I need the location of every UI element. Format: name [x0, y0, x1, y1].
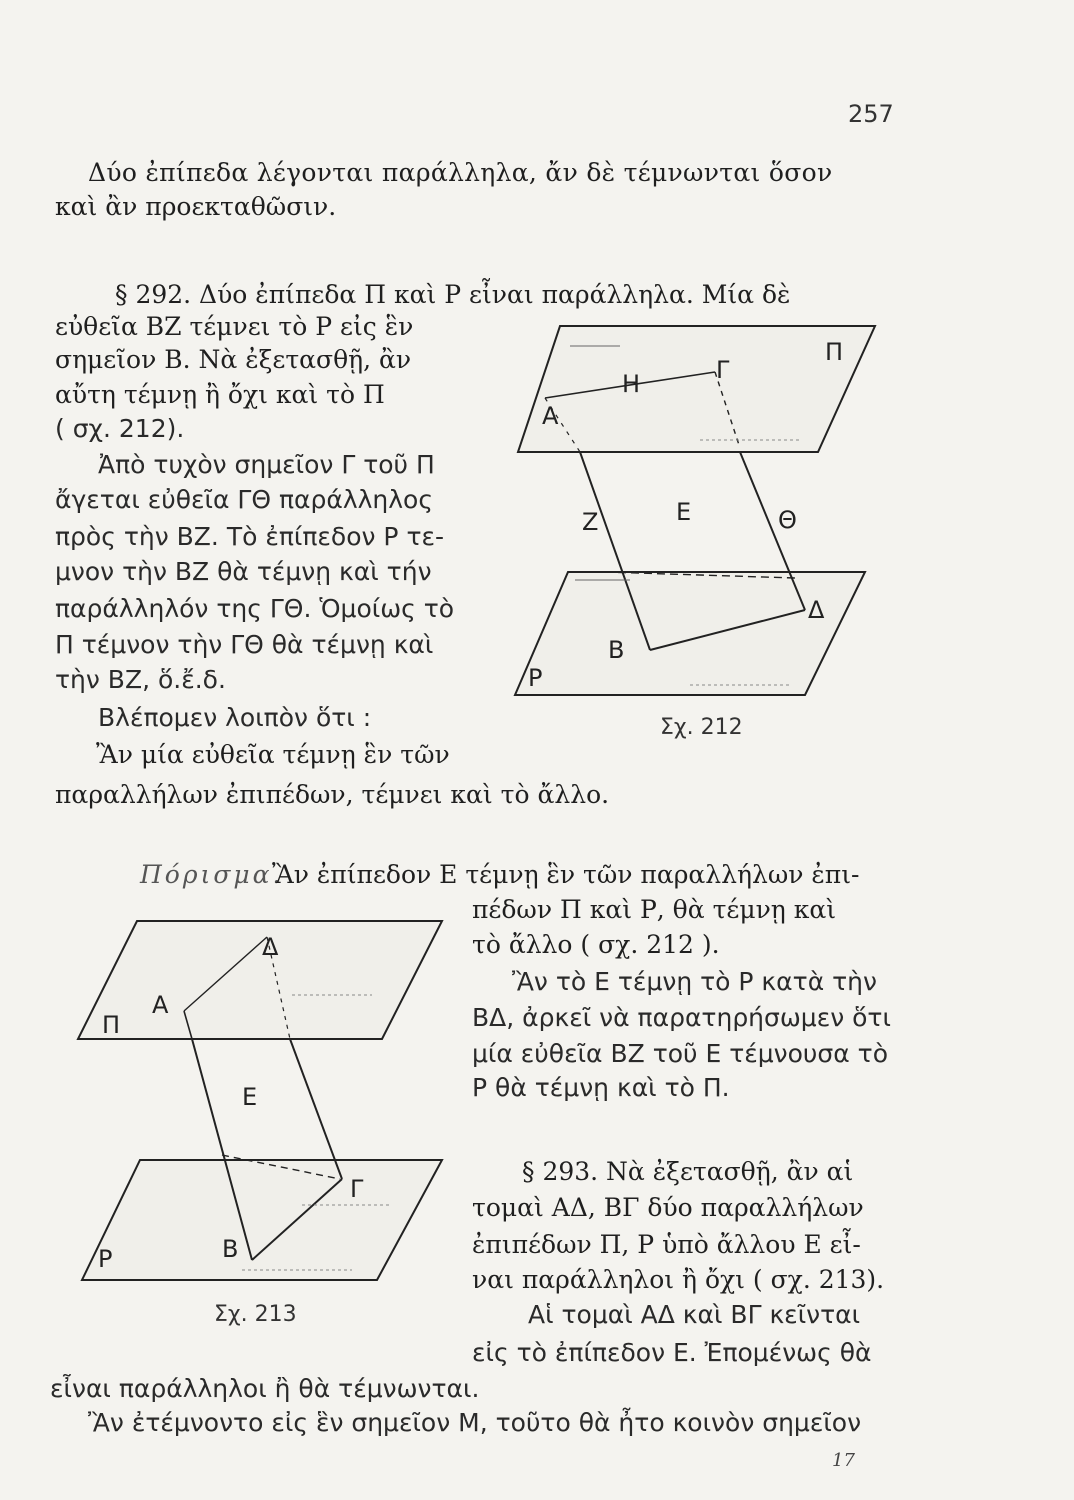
plane-lower-R: [515, 572, 865, 695]
figure-213-drawing: [72, 915, 452, 1290]
page-number: 257: [848, 100, 894, 128]
proof-292-line-5: παράλληλόν της ΓΘ. Ὁμοίως τὸ: [55, 594, 455, 623]
figure-212-caption: Σχ. 212: [660, 715, 743, 740]
label-213-B: Β: [222, 1235, 239, 1263]
section-292-line-3: σημεῖον Β. Νὰ ἐξετασθῇ, ἂν: [55, 345, 412, 374]
plane-upper-P-213: [78, 921, 442, 1039]
section-292-line-4: αὔτη τέμνῃ ἢ ὄχι καὶ τὸ Π: [55, 380, 385, 409]
label-212-A: Α: [542, 402, 559, 430]
proof-293-line-4: Ἂν ἐτέμνοντο εἰς ἓν σημεῖον Μ, τοῦτο θὰ ἦτο κοινὸν σημεῖον: [88, 1408, 862, 1437]
plane-lower-R-213: [82, 1160, 442, 1280]
label-213-D: Δ: [262, 933, 279, 961]
section-293-line-4: ναι παράλληλοι ἢ ὄχι ( σχ. 213).: [472, 1265, 885, 1294]
label-213-R: Ρ: [98, 1245, 113, 1273]
definition-line-1: Δύο ἐπίπεδα λέγονται παράλληλα, ἄν δὲ τέμνωνται ὅσον: [88, 158, 833, 187]
proof-292-line-4: μνον τὴν ΒΖ θὰ τέμνῃ καὶ τήν: [55, 557, 432, 586]
section-293-line-1: § 293. Νὰ ἐξετασθῇ, ἂν αἱ: [522, 1157, 854, 1186]
section-292-line-1: § 292. Δύο ἐπίπεδα Π καὶ Ρ εἶναι παράλληλα. Μία δὲ: [115, 280, 791, 309]
plane-upper-P: [518, 326, 875, 452]
label-213-A: Α: [152, 991, 169, 1019]
label-212-B: Β: [608, 636, 625, 664]
signature-mark: 17: [832, 1450, 855, 1471]
section-292-line-5: ( σχ. 212).: [55, 414, 185, 443]
proof-293-line-2: εἰς τὸ ἐπίπεδον Ε. Ἐπομένως θὰ: [472, 1338, 872, 1367]
corollary-line-1: Ἂν ἐπίπεδον Ε τέμνῃ ἓν τῶν παραλλήλων ἐπι-: [272, 860, 860, 889]
corollary-line-2: πέδων Π καὶ Ρ, θὰ τέμνῃ καὶ: [472, 895, 837, 924]
corollary-line-3: τὸ ἄλλο ( σχ. 212 ).: [472, 930, 720, 959]
proof-293-line-1: Αἱ τομαὶ ΑΔ καὶ ΒΓ κεῖνται: [528, 1300, 861, 1329]
proof-292-line-6: Π τέμνον τὴν ΓΘ θὰ τέμνῃ καὶ: [55, 630, 434, 659]
label-212-R: Ρ: [528, 664, 543, 692]
figure-212: [500, 320, 880, 720]
label-212-D: Δ: [808, 596, 825, 624]
figure-213-caption: Σχ. 213: [214, 1302, 297, 1327]
label-212-H: Η: [622, 370, 641, 398]
corollary-proof-2: ΒΔ, ἀρκεῖ νὰ παρατηρήσωμεν ὅτι: [472, 1003, 891, 1032]
corollary-proof-1: Ἂν τὸ Ε τέμνῃ τὸ Ρ κατὰ τὴν: [512, 967, 877, 996]
corollary-proof-3: μία εὐθεῖα ΒΖ τοῦ Ε τέμνουσα τὸ: [472, 1039, 889, 1068]
corollary-label: Πόρισμα.: [140, 860, 284, 889]
section-293-line-3: ἐπιπέδων Π, Ρ ὑπὸ ἄλλου Ε εἶ-: [472, 1230, 861, 1259]
figure-213: [72, 915, 452, 1290]
label-212-Z: Ζ: [582, 508, 599, 536]
section-293-line-2: τομαὶ ΑΔ, ΒΓ δύο παραλλήλων: [472, 1193, 864, 1222]
label-212-P: Π: [825, 338, 844, 366]
conclusion-intro: Βλέπομεν λοιπὸν ὅτι :: [98, 703, 372, 732]
proof-292-line-3: πρὸς τὴν ΒΖ. Τὸ ἐπίπεδον Ρ τε-: [55, 522, 445, 551]
theorem-line-2: παραλλήλων ἐπιπέδων, τέμνει καὶ τὸ ἄλλο.: [55, 780, 610, 809]
theorem-line-1: Ἂν μία εὐθεῖα τέμνῃ ἓν τῶν: [96, 740, 450, 769]
line-right-edge: [290, 1039, 342, 1179]
label-212-G: Γ: [716, 356, 730, 384]
proof-292-line-7: τὴν ΒΖ, ὅ.ἔ.δ.: [55, 665, 226, 694]
section-292-line-2: εὐθεῖα ΒΖ τέμνει τὸ Ρ εἰς ἓν: [55, 312, 414, 341]
proof-292-line-2: ἄγεται εὐθεῖα ΓΘ παράλληλος: [55, 485, 434, 514]
label-213-E: Ε: [242, 1083, 258, 1111]
proof-293-line-3: εἶναι παράλληλοι ἢ θὰ τέμνωνται.: [50, 1374, 480, 1403]
proof-292-line-1: Ἀπὸ τυχὸν σημεῖον Γ τοῦ Π: [98, 450, 435, 479]
label-212-E: Ε: [676, 498, 692, 526]
figure-212-drawing: [500, 320, 880, 720]
label-213-P: Π: [102, 1011, 121, 1039]
label-212-Th: Θ: [778, 506, 797, 534]
corollary-proof-4: Ρ θὰ τέμνῃ καὶ τὸ Π.: [472, 1073, 730, 1102]
label-213-G: Γ: [350, 1175, 364, 1203]
definition-line-2: καὶ ἂν προεκταθῶσιν.: [55, 192, 337, 221]
